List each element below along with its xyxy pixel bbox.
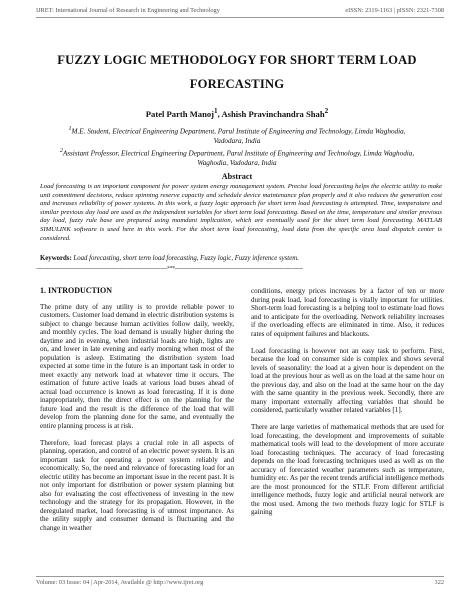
paper-title [40, 48, 434, 96]
right-paragraph-2: Load forecasting is however not an easy task to perform. First, because the load on consumer side is complex and shows several levels of seasonality: the load at a given hour is dependent on the load at the previous hour as well as on the load at the same hour on the previous day, and also on the load at the same hour on the day with the same quantity in the previous week. Secondly, there are many important externally affecting variables that should be considered, particularly weather related variables [1]. [251, 346, 444, 414]
affiliation-2 [58, 146, 416, 168]
keywords-label: Keywords: [40, 255, 72, 262]
affiliation-1-sup: 1 [68, 126, 72, 132]
affiliation-1 [58, 124, 416, 146]
affiliation-1-line-1: M.E. Student, Electrical Engineering Department, Parul Institute of Engineering and Technology, Limda Waghodia, [71, 127, 406, 136]
right-paragraph-3: There are large varieties of mathematical methods that are used for load forecasting, the development and improvements of suitable mathematical tools will lead to the development of more accurate load forecasting techniques. The accuracy of load forecasting depends on the load forecasting techniques used as well as on the accuracy of forecasted weather parameters such as temperature, humidity etc. As per the recent trends artificial intelligence methods are the most pronounced for the STLF. From different artificial intelligence methods, fuzzy logic and artificial neural network are the most used. Among the two methods fuzzy logic for STLF is gaining [251, 423, 444, 516]
running-header [36, 7, 444, 14]
right-paragraph-1: conditions, energy prices increases by a factor of ten or more during peak load, load forecasting is vitally important for utilities. Short-term load forecasting is a helping tool to estimate load flows and to anticipate for the overloading. Network reliability increases if the overloading effects are eliminated in time. Also, it reduces rates of equipment failures and blackouts. [251, 287, 444, 338]
footer-rule [36, 576, 444, 577]
left-paragraph-2: Therefore, load forecast plays a crucial role in all aspects of planning, operation, and control of an electric power system. It is an important task for operating a power system reliably and economically. So, the need and relevance of forecasting load for an electric utility has become an important issue in the recent past. It is not only important for distribution or power system planning but also for evaluating the cost effectiveness of investing in the new technology and the strategy for its propagation. However, in the deregulated market, load forecasting is of utmost importance. As the utility supply and consumer demand is fluctuating and the change in weather [40, 438, 234, 532]
author-separator: , [217, 108, 222, 119]
author-list [40, 107, 434, 119]
volume-info: Volume: 03 Issue: 04 | Apr-2014, Available @ http://www.ijret.org [36, 579, 204, 586]
title-line-1: FUZZY LOGIC METHODOLOGY FOR SHORT TERM LOAD [57, 53, 417, 67]
author-1-sup: 1 [214, 107, 218, 115]
title-line-2: FORECASTING [189, 77, 285, 91]
affiliation-2-line-2: Waghodia, Vadodara, India [197, 159, 277, 168]
keywords-text: Load forecasting, short term load forecasting, Fuzzy logic, Fuzzy inference system. [71, 255, 299, 262]
page-number: 322 [434, 579, 444, 586]
abstract-heading: Abstract [221, 172, 253, 181]
keywords-line [40, 255, 442, 262]
author-2: Ashish Pravinchandra Shah [221, 108, 325, 119]
journal-name: IJRET: International Journal of Research in Engineering and Technology [36, 7, 220, 14]
running-footer [36, 579, 444, 586]
left-paragraph-1: The prime duty of any utility is to provide reliable power to customers. Customer load demand in electric distribution systems is subject to change because human activities follow daily, weekly, and monthly cycles. The load demand is usually higher during the daytime and in evening, when industrial loads are high, lights are on, and lower in late evening and early morning when most of the population is asleep. Estimating the distribution system load expected at some time in the future is an important task in order to meet exactly any network load at whatever time it occurs. The estimation of future active loads at various load buses ahead of actual load occurrence is known as load forecasting. If it is done inappropriately, then the direct effect is on the planning for the future load and the result is the difference of the load that will develop from the planning done for the same, and eventually the entire planning process is at risk. [40, 302, 234, 430]
author-2-sup: 2 [324, 107, 329, 115]
abstract-text: Load forecasting is an important component for power system energy management system. Precise load forecasting helps the electric utility to make unit commitment decisions, reduce spinning reserve capacity and schedule device maintenance plan properly and it also reduces the generation cost and increases reliability of power systems. In this work, a fuzzy logic approach for short term load forecasting is attempted. Time, temperature and similar previous day load are used as the independent variables for short term load forecasting. Based on the time, temperature and similar previous day load, fuzzy rule base are prepared using mamdani implication, which are eventually used for the short term load forecasting. MATLAB SIMULINK software is used here in this work. For the short term load forecasting, load data from the specific area load dispatch center is considered. [40, 183, 442, 242]
left-column [40, 287, 234, 541]
author-1: Patel Parth Manoj [145, 108, 215, 119]
right-column [251, 287, 444, 525]
header-rule [36, 17, 444, 18]
affiliation-2-line-1: Assistant Professor, Electrical Engineering Department, Parul Institute of Engineering and Technology, Limda Waghodia, [62, 149, 415, 158]
issn-info: eISSN: 2319-1163 | pISSN: 2321-7308 [345, 7, 444, 14]
affiliation-2-sup: 2 [59, 148, 63, 154]
section-separator: ----------------------------------------------------------------------------------***-------------------------------------------------------------------------------- [36, 266, 303, 272]
affiliation-1-line-2: Vadodara, India [213, 137, 261, 146]
section-1-heading: 1. INTRODUCTION [40, 286, 113, 295]
